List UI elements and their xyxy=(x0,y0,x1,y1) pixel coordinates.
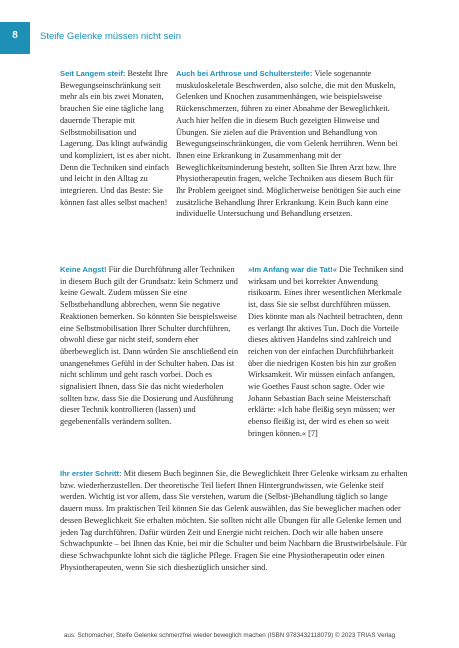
section-text: Für die Durchführung aller Techniken in diesem Buch gilt der Grundsatz: kein Schmerz und keine Gewalt. Zudem müssen Sie eine Selbstbehandlung abbrechen, wenn Sie negative Reaktionen bemerken. So könnten Sie beispielsweise eine Selbstmobilisation Ihrer Schulter durchführen, obwohl diese gar nicht steif, sondern eher überbeweglich ist. Dann würden Sie anschließend ein unangenehmes Gefühl in der Schulter haben. Das ist nicht schlimm und geht rasch vorbei. Doch es signalisiert Ihnen, dass Sie das nicht wiederholen sollten bzw. dass Sie die Dosierung und Ausführung dieser Technik kontrollieren (lassen) und gegebenenfalls verändern sollten. xyxy=(60,265,239,427)
source-footer: aus: Schomacher, Steife Gelenke schmerzfrei wieder beweglich machen (ISBN 9783432118079) © 2023 TRIAS Verlag xyxy=(63,632,396,639)
running-title: Steife Gelenke müssen nicht sein xyxy=(40,31,181,42)
section-seit-langem xyxy=(60,68,172,208)
section-keyword: Ihr erster Schritt: xyxy=(60,469,122,478)
section-text: Die Techniken sind wirksam und bei korrekter Anwendung risikoarm. Eines ihrer wesentlichen Merkmale ist, dass Sie sie selbst durchführen müssen. Dies könnte man als Nachteil betrachten, denn es verlangt Ihr aktives Tun. Doch die Vorteile dieses aktiven Handelns sind zahlreich und reichen von der einfachen Durchführbarkeit über die niedrigen Kosten bis hin zur großen Wirksamkeit. Wir müssen einfach anfangen, wie Goethes Faust schon sagte. Oder wie Johann Sebastian Bach seine Meisterschaft erklärte: »Ich habe fleißig seyn müssen; wer ebenso fleißig ist, der wird es eben so weit bringen können.« [7] xyxy=(248,265,404,438)
section-keyword: Keine Angst! xyxy=(60,265,107,274)
page-number: 8 xyxy=(12,30,18,41)
section-keyword: Auch bei Arthrose und Schultersteife: xyxy=(176,69,313,78)
section-text: Viele sogenannte muskuloskeletale Beschwerden, also solche, die mit den Muskeln, Gelenken und Knochen zusammenhängen, wie beispielsweise Rückenschmerzen, führen zu einer Abnahme der Beweglichkeit. Auch hier helfen die in diesem Buch gezeigten Hinweise und Übungen. Sie zielen auf die Prävention und Behandlung von Bewegungseinschränkungen, die vom Gelenk herrühren. Wenn bei Ihnen eine Erkrankung in Zusammenhang mit der Beweglichkeitsminderung besteht, sollten Sie Ihren Arzt bzw. Ihre Physiotherapeutin fragen, welche Techniken aus diesem Buch für Ihr Problem geeignet sind. Möglicherweise benötigen Sie auch eine zusätzliche Behandlung Ihrer Erkrankung. Kein Buch kann eine individuelle Untersuchung und Behandlung ersetzen. xyxy=(176,69,401,219)
section-text: Besteht Ihre Bewegungseinschränkung seit mehr als ein bis zwei Monaten, brauchen Sie eine tägliche lang dauernde Therapie mit Selbstmobilisation und Lagerung. Das klingt aufwändig und kompliziert, ist es aber nicht. Denn die Techniken sind einfach und leicht in den Alltag zu integrieren. Und das Beste: Sie können fast alles selbst machen! xyxy=(60,69,171,207)
section-keine-angst xyxy=(60,264,240,428)
section-im-anfang xyxy=(248,264,406,440)
section-keyword: Seit Langem steif: xyxy=(60,69,126,78)
section-text: Mit diesem Buch beginnen Sie, die Beweglichkeit Ihrer Gelenke wirksam zu erhalten bzw. wiederherzustellen. Der theoretische Teil liefert Ihnen Hintergrundwissen, wie Gelenke steif werden. Wichtig ist vor allem, dass Sie verstehen, warum die (Selbst-)Behandlung täglich so lange dauern muss. Im praktischen Teil können Sie das Gelenk auswählen, das Sie beweglicher machen oder dessen Beweglichkeit Sie erhalten möchten. Sie sollten nicht alle Übungen für alle Gelenke lernen und jeden Tag durchführen. Dafür würden Zeit und Energie nicht reichen. Doch wir alle haben unsere Schwachpunkte – bei Ihnen das Knie, bei mir die Schulter und beim Nachbarn die Brustwirbelsäule. Für diese Schwachpunkte lohnt sich die tägliche Pflege. Fragen Sie eine Physiotherapeutin oder einen Physiotherapeuten, wenn Sie sich diesbezüglich unsicher sind. xyxy=(60,469,408,572)
section-erster-schritt xyxy=(60,468,408,573)
section-arthrose xyxy=(176,68,404,220)
section-keyword: »Im Anfang war die Tat!« xyxy=(248,265,338,274)
